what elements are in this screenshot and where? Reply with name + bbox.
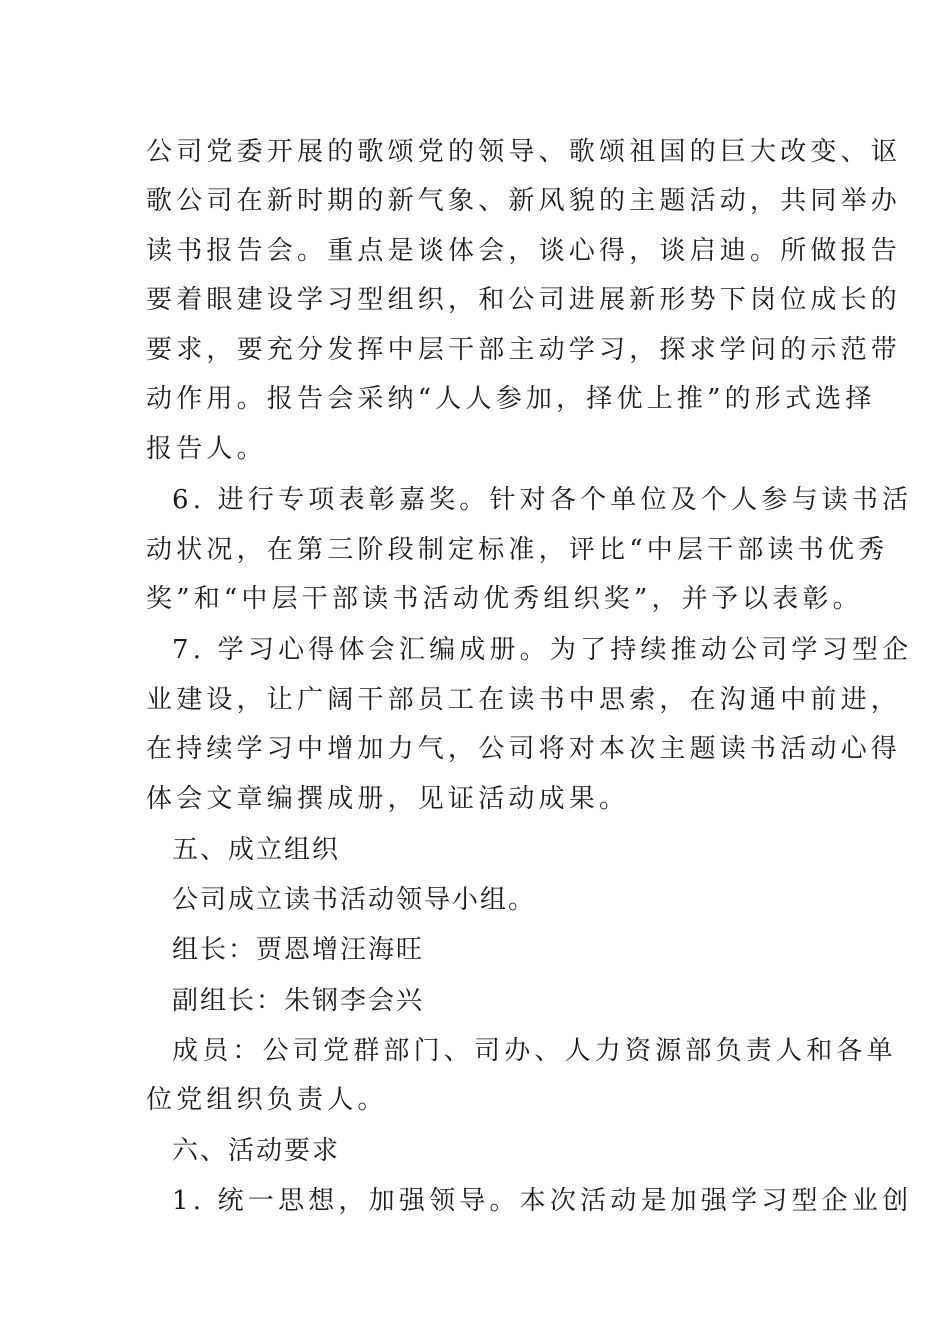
paragraph-line: 位党组织负责人。	[146, 1085, 388, 1115]
section-heading-6: 六、活动要求	[172, 1136, 341, 1166]
paragraph-line: 组长：贾恩增汪海旺	[172, 935, 425, 965]
paragraph-line: 成员：公司党群部门、司办、人力资源部负责人和各单	[172, 1036, 897, 1066]
paragraph-line: 在持续学习中增加力气，公司将对本次主题读书活动心得	[146, 734, 902, 764]
paragraph-line: 歌公司在新时期的新气象、新风貌的主题活动，共同举办	[146, 186, 902, 216]
paragraph-line: 副组长：朱钢李会兴	[172, 986, 425, 1016]
list-item-7: 7. 学习心得体会汇编成册。为了持续推动公司学习型企	[172, 635, 913, 665]
list-item-1: 1. 统一思想，加强领导。本次活动是加强学习型企业创	[172, 1186, 913, 1216]
paragraph-line: 动状况，在第三阶段制定标准，评比“中层干部读书优秀	[146, 535, 889, 565]
paragraph-line: 要求，要充分发挥中层干部主动学习，探求学问的示范带	[146, 335, 902, 365]
paragraph-line: 报告人。	[146, 434, 267, 464]
paragraph-line: 奖”和“中层干部读书活动优秀组织奖”，并予以表彰。	[146, 584, 863, 614]
paragraph-line: 要着眼建设学习型组织，和公司进展新形势下岗位成长的	[146, 285, 902, 315]
paragraph-line: 体会文章编撰成册，见证活动成果。	[146, 784, 630, 814]
paragraph-line: 读书报告会。重点是谈体会，谈心得，谈启迪。所做报告	[146, 236, 902, 266]
paragraph-line: 动作用。报告会采纳“人人参加，择优上推”的形式选择	[146, 384, 876, 414]
paragraph-line: 公司成立读书活动领导小组。	[172, 885, 537, 915]
paragraph-line: 业建设，让广阔干部员工在读书中思索，在沟通中前进，	[146, 685, 902, 715]
section-heading-5: 五、成立组织	[172, 835, 341, 865]
list-item-6: 6. 进行专项表彰嘉奖。针对各个单位及个人参与读书活	[172, 485, 913, 515]
paragraph-line: 公司党委开展的歌颂党的领导、歌颂祖国的巨大改变、讴	[146, 137, 902, 167]
